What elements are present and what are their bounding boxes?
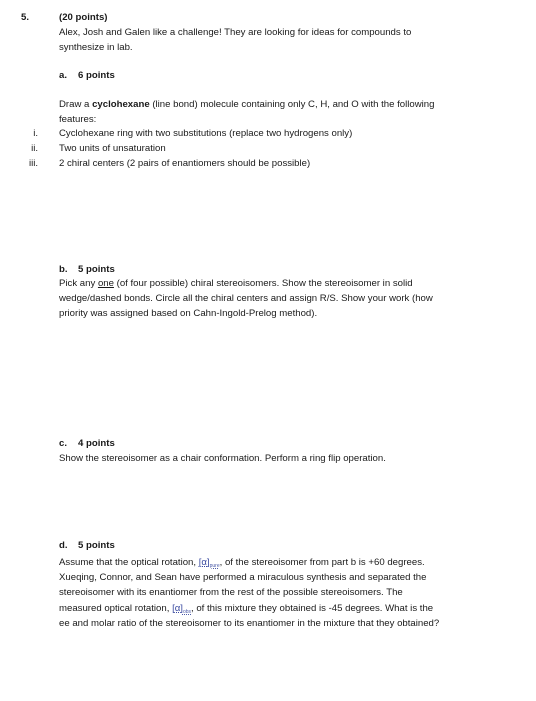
feature-numeral-ii: ii. <box>31 143 38 154</box>
part-a-line-2: features: <box>59 114 97 125</box>
part-a-line-1: Draw a cyclohexane (line bond) molecule containing only C, H, and O with the following <box>59 99 435 110</box>
feature-text-ii: Two units of unsaturation <box>59 143 166 154</box>
question-number: 5. <box>21 12 30 23</box>
part-b-points: 5 points <box>78 264 115 275</box>
alpha-pure-subscript: pure <box>209 563 220 569</box>
cyclohexane-term: cyclohexane <box>92 99 150 110</box>
question-intro-line-2: synthesize in lab. <box>59 42 133 53</box>
feature-text-i: Cyclohexane ring with two substitutions (replace two hydrogens only) <box>59 128 353 139</box>
part-c-label: c. <box>59 438 68 449</box>
feature-numeral-iii: iii. <box>28 158 38 169</box>
feature-text-iii: 2 chiral centers (2 pairs of enantiomers should be possible) <box>59 158 311 169</box>
alpha-obs-subscript: obs <box>182 609 192 615</box>
part-d-line-3: stereoisomer with its enantiomer from the rest of the possible stereoisomers. The <box>59 587 403 598</box>
part-c-line-1: Show the stereoisomer as a chair conformation. Perform a ring flip operation. <box>59 453 386 464</box>
part-b-line-2: wedge/dashed bonds. Circle all the chiral centers and assign R/S. Show your work (how <box>59 293 433 304</box>
feature-numeral-i: i. <box>33 128 38 139</box>
question-points: (20 points) <box>59 12 108 23</box>
part-a-label: a. <box>59 70 68 81</box>
question-intro-line-1: Alex, Josh and Galen like a challenge! They are looking for ideas for compounds to <box>59 27 412 38</box>
part-d-label: d. <box>59 540 68 551</box>
part-d-line-2: Xueqing, Connor, and Sean have performed a miraculous synthesis and separated the <box>59 572 427 583</box>
part-b-line-3: priority was assigned based on Cahn-Ingold-Prelog method). <box>59 308 318 319</box>
part-d-line-4: measured optical rotation, $[\alpha]_{obs}$, of this mixture they obtained is -45 degrees. What is the <box>59 603 434 615</box>
part-b-line-1: Pick any one (of four possible) chiral stereoisomers. Show the stereoisomer in solid <box>59 278 413 289</box>
part-b-label: b. <box>59 264 68 275</box>
one-emphasis: one <box>97 278 114 289</box>
part-d-line-5: ee and molar ratio of the stereoisomer to its enantiomer in the mixture that they obtained? <box>59 618 440 629</box>
alpha-pure-symbol: [α] <box>198 557 210 568</box>
part-c-points: 4 points <box>78 438 115 449</box>
part-d-points: 5 points <box>78 540 115 551</box>
part-d-line-1: Assume that the optical rotation, $[\alpha]_{pure}$, of the stereoisomer from part b is +60 degrees. <box>59 557 425 569</box>
alpha-obs-symbol: [α] <box>172 603 183 614</box>
part-a-points: 6 points <box>78 70 115 81</box>
